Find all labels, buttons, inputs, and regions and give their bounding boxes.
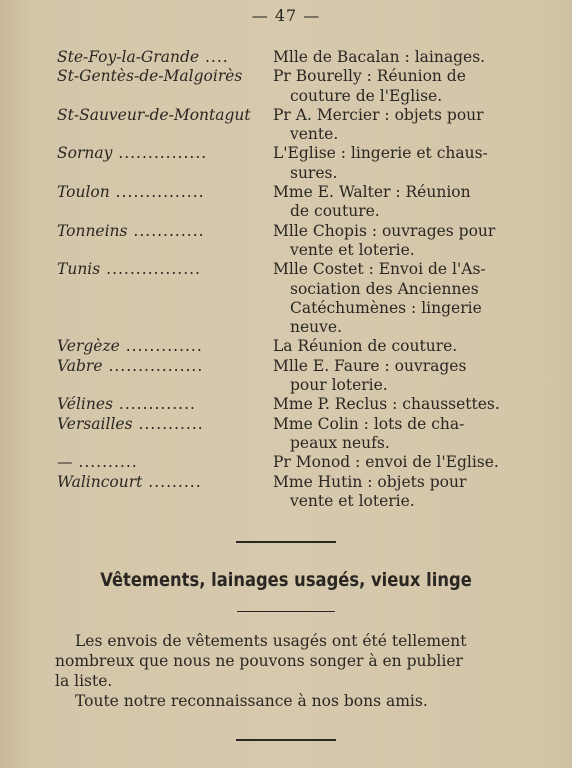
place-name — [57, 473, 257, 492]
place-label: Toulon — [57, 183, 110, 202]
paragraph-line: nombreux que nous ne pouvons songer à en publier — [55, 652, 463, 670]
description-line: La Réunion de couture. — [273, 337, 458, 356]
description-line: Mlle Chopis : ouvrages pour — [273, 221, 496, 240]
donation-description — [273, 473, 519, 512]
donation-description — [273, 106, 519, 145]
description-line: Catéchumènes : lingerie — [290, 298, 482, 317]
description-line: sociation des Anciennes — [290, 279, 479, 298]
place-name — [57, 67, 257, 86]
description-line: Mme Hutin : objets pour — [273, 472, 467, 491]
place-name — [57, 222, 257, 241]
place-label: Tunis — [57, 260, 101, 279]
description-line: Mlle Costet : Envoi de l'As- — [273, 260, 486, 279]
leader-dots: ............... — [112, 144, 208, 163]
section-paragraph — [55, 631, 520, 711]
donation-description — [273, 183, 519, 222]
donation-entry — [0, 67, 572, 106]
donation-description — [273, 337, 519, 356]
description-line: Mlle de Bacalan : lainages. — [273, 48, 486, 66]
donation-description — [273, 144, 519, 183]
description-line: de couture. — [290, 202, 380, 221]
place-name — [57, 415, 257, 434]
place-label: Versailles — [57, 414, 133, 433]
description-line: pour loterie. — [290, 376, 388, 395]
leader-dots: .......... — [72, 453, 138, 472]
donation-entry — [0, 144, 572, 183]
donation-description — [273, 48, 519, 67]
place-label: Vergèze — [57, 337, 120, 356]
closing-line: Toute notre reconnaissance à nos bons amis. — [75, 692, 428, 710]
description-line: Pr A. Mercier : objets pour — [273, 105, 484, 124]
place-label: St-Gentès-de-Malgoirès — [57, 67, 243, 86]
place-name — [57, 395, 257, 414]
leader-dots: ............ — [127, 221, 205, 240]
section-divider — [236, 541, 336, 543]
donation-description — [273, 453, 519, 472]
place-label: St-Sauveur-de-Montagut — [57, 105, 251, 124]
donation-entry — [0, 415, 572, 454]
place-label: Ste-Foy-la-Grande — [57, 48, 200, 66]
leader-dots: ................ — [100, 260, 201, 279]
donation-entry — [0, 453, 572, 472]
description-line: vente et loterie. — [290, 491, 415, 510]
donation-entry — [0, 473, 572, 512]
place-label: Tonneins — [57, 221, 128, 240]
place-label: Vabre — [57, 356, 103, 375]
donation-entry — [0, 337, 572, 356]
place-name — [57, 48, 257, 67]
place-name — [57, 183, 257, 202]
description-line: Pr Monod : envoi de l'Eglise. — [273, 453, 499, 472]
place-name — [57, 260, 257, 279]
description-line: L'Eglise : lingerie et chaus- — [273, 144, 488, 163]
paragraph-line: Les envois de vêtements usagés ont été tellement — [75, 632, 467, 650]
section-title: Vêtements, lainages usagés, vieux linge — [100, 569, 472, 591]
donation-entry — [0, 357, 572, 396]
paragraph-line: la liste. — [55, 672, 113, 690]
leader-dots: .... — [199, 48, 229, 66]
place-label: Sornay — [57, 144, 113, 163]
leader-dots: ......... — [142, 472, 202, 491]
donation-entry — [0, 222, 572, 261]
donation-entry — [0, 48, 572, 67]
place-label: Vélines — [57, 395, 113, 414]
description-line: Pr Bourelly : Réunion de — [273, 67, 466, 86]
leader-dots: ............. — [119, 337, 203, 356]
leader-dots: ............... — [109, 183, 205, 202]
description-line: Mlle E. Faure : ouvrages — [273, 356, 467, 375]
description-line: vente. — [290, 125, 339, 144]
place-name — [57, 106, 257, 125]
leader-dots: ................ — [102, 356, 204, 375]
donation-description — [273, 395, 519, 414]
donation-entry — [0, 395, 572, 414]
donation-description — [273, 222, 519, 261]
description-line: couture de l'Eglise. — [290, 86, 443, 105]
place-name — [57, 453, 257, 472]
donation-entry — [0, 260, 572, 337]
description-line: Mme Colin : lots de cha- — [273, 414, 465, 433]
page-number: — 47 — — [251, 6, 321, 25]
description-line: Mme E. Walter : Réunion — [273, 183, 471, 202]
donation-description — [273, 260, 519, 337]
donation-description — [273, 67, 519, 106]
donation-entry — [0, 183, 572, 222]
leader-dots: ............. — [112, 395, 196, 414]
place-label: Walincourt — [57, 472, 143, 491]
bottom-divider — [236, 739, 336, 741]
donation-list — [0, 48, 572, 511]
description-line: Mme P. Reclus : chaussettes. — [273, 395, 500, 414]
place-name — [57, 144, 257, 163]
leader-dots: ........... — [132, 414, 204, 433]
donation-description — [273, 357, 519, 396]
place-name — [57, 337, 257, 356]
donation-entry — [0, 106, 572, 145]
title-underline — [237, 611, 335, 612]
description-line: peaux neufs. — [290, 433, 390, 452]
place-name — [57, 357, 257, 376]
description-line: neuve. — [290, 318, 342, 337]
donation-description — [273, 415, 519, 454]
place-label: — — [57, 453, 73, 472]
description-line: vente et loterie. — [290, 240, 415, 259]
description-line: sures. — [290, 163, 338, 182]
